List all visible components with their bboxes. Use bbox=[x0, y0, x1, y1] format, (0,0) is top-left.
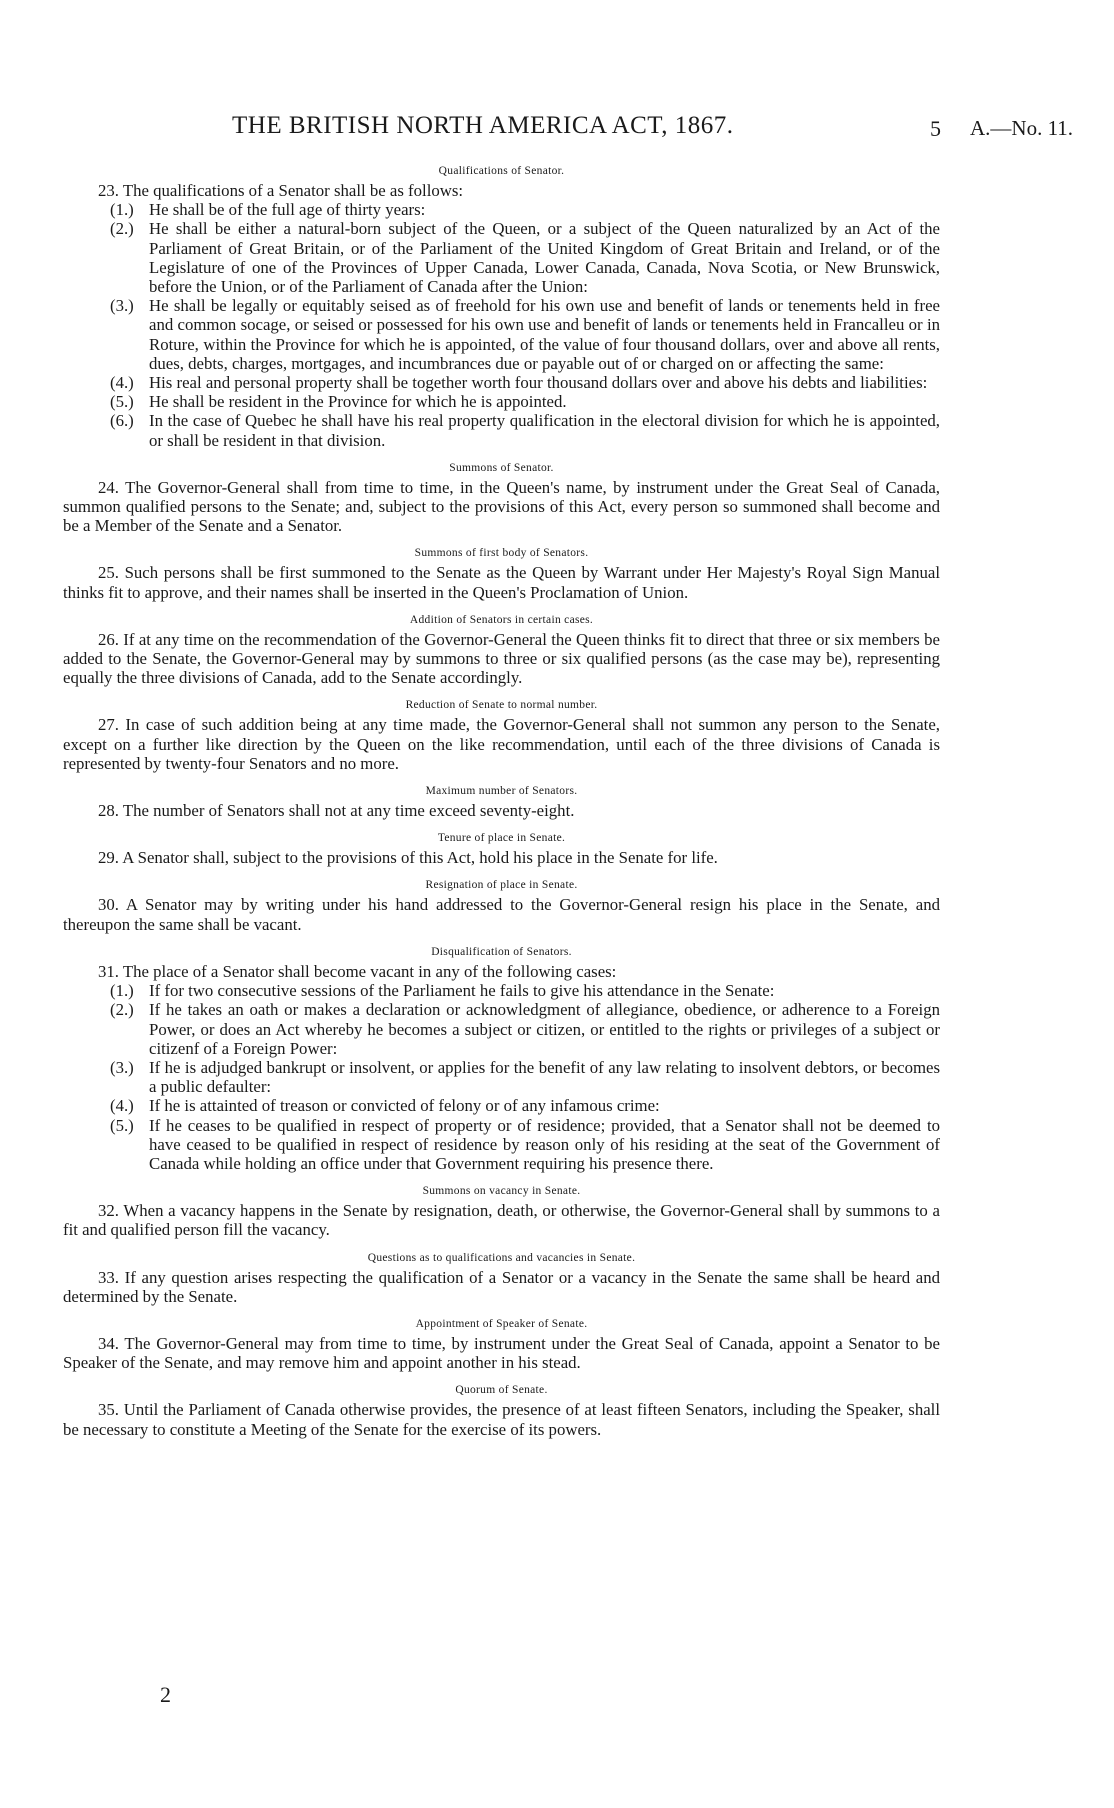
item-number: (2.) bbox=[110, 1000, 134, 1020]
document-body bbox=[63, 165, 940, 1439]
item-text: He shall be resident in the Province for which he is appointed. bbox=[149, 392, 567, 412]
section-35 bbox=[63, 1384, 940, 1438]
section-heading: Summons of Senator. bbox=[449, 461, 554, 474]
section-24 bbox=[63, 462, 940, 536]
list-item bbox=[110, 200, 940, 220]
list-item bbox=[110, 411, 940, 450]
item-text: He shall be of the full age of thirty years: bbox=[149, 200, 426, 220]
section-heading: Summons on vacancy in Senate. bbox=[422, 1185, 581, 1198]
section-text: 32. When a vacancy happens in the Senate by resignation, death, or otherwise, the Governor-General shall by summons to a fit and qualified person fill the vacancy. bbox=[63, 1201, 940, 1240]
section-text: 26. If at any time on the recommendation of the Governor-General the Queen thinks fit to direct that three or six members be added to the Senate, the Governor-General may by summons to three or six qualified persons (as the case may be), representing equally the three divisions of Canada, add to the Senate accordingly. bbox=[63, 629, 940, 688]
section-text: 28. The number of Senators shall not at any time exceed seventy-eight. bbox=[98, 801, 575, 821]
item-number: (2.) bbox=[110, 219, 134, 239]
section-heading: Qualifications of Senator. bbox=[438, 165, 565, 177]
section-heading: Summons of first body of Senators. bbox=[414, 547, 589, 560]
section-27 bbox=[63, 699, 940, 773]
section-34 bbox=[63, 1318, 940, 1372]
section-text: 35. Until the Parliament of Canada otherwise provides, the presence of at least fifteen Senators, including the Speaker, shall be necessary to constitute a Meeting of the Senate for the exercise of its powers. bbox=[63, 1400, 940, 1439]
page-number: 5 bbox=[930, 116, 941, 141]
section-items bbox=[63, 981, 940, 1173]
section-text: 34. The Governor-General may from time to time, by instrument under the Great Seal of Canada, appoint a Senator to be Speaker of the Senate, and may remove him and appoint another in his stead. bbox=[63, 1333, 940, 1373]
list-item bbox=[110, 1057, 940, 1097]
section-heading: Addition of Senators in certain cases. bbox=[409, 613, 594, 626]
section-text: 31. The place of a Senator shall become vacant in any of the following cases: bbox=[98, 961, 617, 981]
document-title: THE BRITISH NORTH AMERICA ACT, 1867. bbox=[232, 112, 734, 139]
section-heading: Reduction of Senate to normal number. bbox=[405, 699, 598, 712]
section-heading: Disqualification of Senators. bbox=[431, 945, 572, 958]
section-heading: Appointment of Speaker of Senate. bbox=[415, 1317, 588, 1330]
printer-signature-mark: 2 bbox=[160, 1682, 171, 1707]
document-reference: A.—No. 11. bbox=[970, 116, 1074, 140]
item-number: (6.) bbox=[110, 411, 134, 431]
section-items bbox=[63, 200, 940, 450]
section-28 bbox=[63, 785, 940, 820]
item-number: (4.) bbox=[110, 1096, 134, 1116]
item-number: (3.) bbox=[110, 1057, 134, 1077]
section-25 bbox=[63, 547, 940, 601]
item-number: (3.) bbox=[110, 296, 134, 316]
list-item bbox=[110, 373, 940, 393]
item-text: His real and personal property shall be together worth four thousand dollars over and above his debts and liabilities: bbox=[149, 373, 928, 393]
item-text: If he is adjudged bankrupt or insolvent, or applies for the benefit of any law relating to insolvent debtors, or becomes a public defaulter: bbox=[149, 1057, 940, 1097]
list-item bbox=[110, 1000, 940, 1058]
section-text: 23. The qualifications of a Senator shall be as follows: bbox=[98, 181, 464, 200]
section-heading: Tenure of place in Senate. bbox=[437, 832, 566, 845]
item-text: If he is attainted of treason or convicted of felony or of any infamous crime: bbox=[149, 1096, 660, 1116]
list-item bbox=[110, 1115, 940, 1174]
item-text: In the case of Quebec he shall have his real property qualification in the electoral division for which he is appointed, or shall be resident in that division. bbox=[149, 411, 940, 450]
section-text: 33. If any question arises respecting the qualification of a Senator or a vacancy in the Senate the same shall be heard and determined by the Senate. bbox=[63, 1267, 940, 1306]
item-number: (4.) bbox=[110, 373, 134, 393]
item-number: (1.) bbox=[110, 981, 134, 1001]
item-text: If he ceases to be qualified in respect of property or of residence; provided, that a Senator shall not be deemed to have ceased to be qualified in respect of residence by reason only of his residing at the seat of the Government of Canada while holding an office under that Government requiring his presence there. bbox=[149, 1115, 940, 1173]
list-item bbox=[110, 1096, 940, 1116]
section-30 bbox=[63, 879, 940, 933]
item-text: He shall be legally or equitably seised as of freehold for his own use and benefit of lands or tenements held in free and common socage, or seised or possessed for his own use and benefit of lands or tenements held in Francalleu or in Roture, within the Province for which he is appointed, of the value of four thousand dollars, over and above all rents, dues, debts, charges, mortgages, and incumbrances due or payable out of or charged on or affecting the same: bbox=[149, 296, 940, 373]
item-text: If he takes an oath or makes a declaration or acknowledgment of allegiance, obedience, or adherence to a Foreign Power, or does an Act whereby he becomes a subject or citizen, or entitled to the rights or privileges of a subject or citizenf of a Foreign Power: bbox=[149, 1000, 940, 1058]
item-text: He shall be either a natural-born subject of the Queen, or a subject of the Queen naturalized by an Act of the Parliament of Great Britain, or of the Parliament of the United Kingdom of Great Britain and Ireland, or of the Legislature of one of the Provinces of Upper Canada, Lower Canada, Canada, Nova Scotia, or New Brunswick, before the Union, or of the Parliament of Canada after the Union: bbox=[149, 219, 940, 297]
list-item bbox=[110, 392, 940, 412]
section-heading: Questions as to qualifications and vacancies in Senate. bbox=[367, 1251, 636, 1264]
section-33 bbox=[63, 1252, 940, 1306]
section-text: 29. A Senator shall, subject to the provisions of this Act, hold his place in the Senate for life. bbox=[98, 848, 718, 868]
item-number: (5.) bbox=[110, 392, 134, 412]
section-heading: Resignation of place in Senate. bbox=[425, 879, 578, 892]
list-item bbox=[110, 296, 940, 373]
section-text: 25. Such persons shall be first summoned to the Senate as the Queen by Warrant under Her Majesty's Royal Sign Manual thinks fit to approve, and their names shall be inserted in the Queen's Proclamation of Union. bbox=[63, 563, 940, 602]
section-text: 24. The Governor-General shall from time to time, in the Queen's name, by instrument under the Great Seal of Canada, summon qualified persons to the Senate; and, subject to the provisions of this Act, every person so summoned shall become and be a Member of the Senate and a Senator. bbox=[63, 477, 940, 536]
item-number: (5.) bbox=[110, 1115, 134, 1135]
section-heading: Quorum of Senate. bbox=[455, 1384, 548, 1397]
list-item bbox=[110, 981, 940, 1001]
running-header bbox=[0, 112, 1114, 152]
section-23 bbox=[63, 165, 940, 450]
section-29 bbox=[63, 832, 940, 867]
section-26 bbox=[63, 614, 940, 688]
section-text: 27. In case of such addition being at any time made, the Governor-General shall not summon any person to the Senate, except on a further like direction by the Queen on the like recommendation, until each of the three divisions of Canada is represented by twenty-four Senators and no more. bbox=[63, 715, 940, 773]
item-number: (1.) bbox=[110, 200, 134, 220]
item-text: If for two consecutive sessions of the Parliament he fails to give his attendance in the Senate: bbox=[149, 981, 775, 1001]
list-item bbox=[110, 219, 940, 297]
section-text: 30. A Senator may by writing under his hand addressed to the Governor-General resign his place in the Senate, and thereupon the same shall be vacant. bbox=[63, 895, 940, 934]
section-32 bbox=[63, 1185, 940, 1239]
section-heading: Maximum number of Senators. bbox=[425, 785, 578, 798]
section-31 bbox=[63, 946, 940, 1173]
